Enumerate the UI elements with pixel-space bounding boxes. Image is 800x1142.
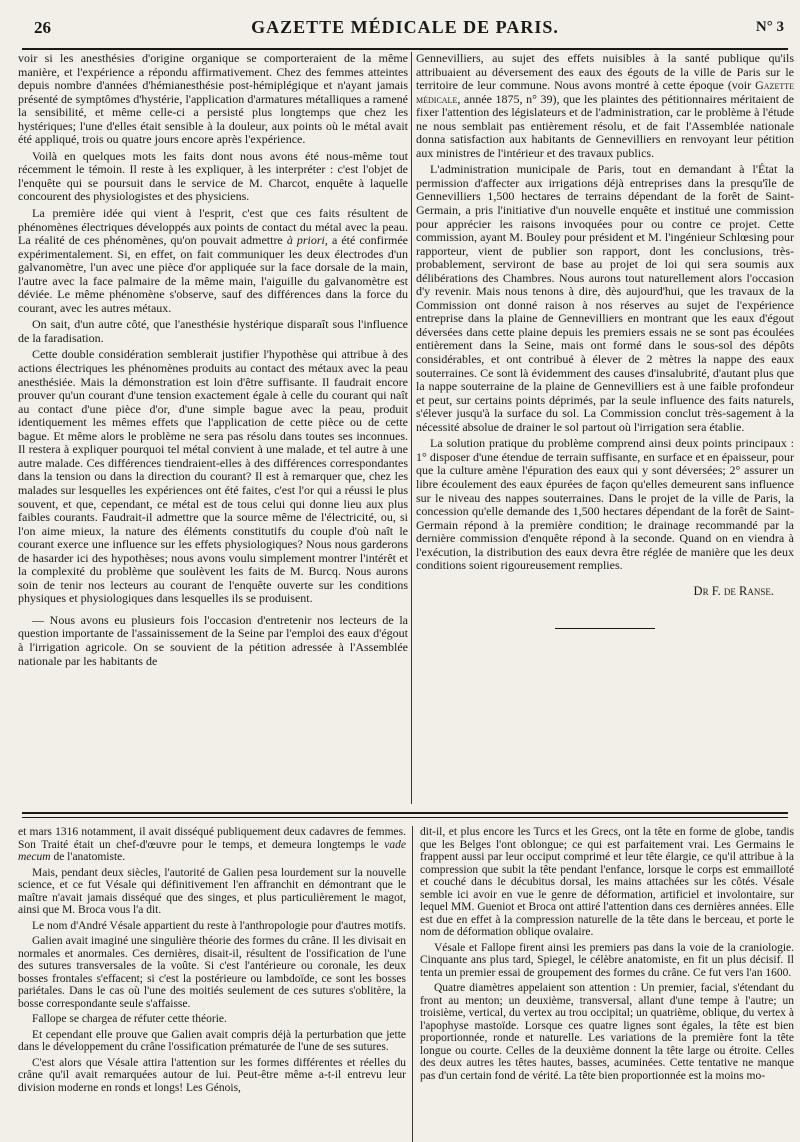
paragraph [18,826,406,864]
paragraph: voir si les anesthésies d'origine organique se comporteraient de la même manière, et l'expérience a répondu affirmativement. Chez des femmes atteintes depuis nombre d'années d'hémianesthésie post-hémiplégique et n'ayant jamais présenté de symptômes d'hystérie, l'application d'armatures métalliques a ramené la sensibilité, et même celle-ci a persisté plus longtemps que chez les hystériques; l'une d'elles était sensible à la douleur, aux points où le métal avait été appliqué, trois ou quatre jours encore après l'expérience. [18,52,408,147]
feuilleton-divider [22,812,788,818]
text-run: de l'anatomiste. [50,851,126,863]
text-run: , a été confirmée expérimentalement. Si, en effet, on fait communiquer les deux électrodes d'un galvanomètre, l'un avec une pièce d'or appliquée sur la face dorsale de la main, l'autre avec la face palmaire de la même main, l'aiguille du galvanomètre est déviée. Le même phénomène s'observe, sauf des différences dans la force du courant, avec les autres métaux. [18,233,408,315]
paragraph [416,52,794,160]
text-run: Gennevilliers, au sujet des effets nuisibles à la santé publique qu'ils attribuaient au déversement des eaux des égouts de la ville de Paris sur le territoire de leur commune. Nous avons montré à cette époque (voir [416,52,794,93]
author-signature: Dr F. de Ranse. [693,583,774,598]
paragraph: Fallope se chargea de réfuter cette théorie. [32,1013,227,1025]
paragraph: Et cependant elle prouve que Galien avait compris déjà la perturbation que jette dans le développement du crâne l'ossification prématurée de l'une de ses sutures. [18,1028,406,1053]
emphasis: vade mecum [18,838,406,863]
journal-reference: Gazette médicale [416,78,794,106]
page-header [22,14,788,50]
paragraph: Quatre diamètres appelaient son attention : Un premier, facial, s'étendant du front au menton; un deuxième, transversal, allant d'une tempe à l'autre; un troisième, vertical, du vertex au trou occipital; un quatrième, oblique, du vertex à l'apophyse mastoïde. Lorsque ces quatre lignes sont égales, la tête est bien proportionnée, ronde et naturelle. Les variations de la première font la tête longue ou courte. Celles de la deuxième donnent la tête large ou étroite. Celles des deux autres les têtes hautes, basses, acuminées. Cette tentative ne manque pas d'un certain fond de vérité. La tête bien proportionnée est la moins mo- [420,982,794,1082]
text-run: La première idée qui vient à l'esprit, c'est que ces faits résultent de phénomènes électriques développés aux points de contact du métal avec la peau. La réalité de ces phénomènes, qu'on pouvait admettre [18,206,408,248]
paragraph: Galien avait imaginé une singulière théorie des formes du crâne. Il les divisait en normales et anormales. Ces dernières, disait-il, résultent de l'ossification de l'une des sutures transversales de la voûte. Si c'est l'antérieure ou coronale, les deux bosses frontales s'effacent; si c'est la postérieure ou lambdoïde, ce sont les bosses pariétales. Dans le cas où l'une des moitiés seulement de ces sutures s'oblitère, la bosse correspondante seule s'affaisse. [18,935,406,1010]
emphasis: à priori [286,233,325,248]
paragraph: L'administration municipale de Paris, tout en demandant à l'État la permission d'affecter aux irrigations déjà entreprises dans la presqu'île de Gennevilliers 1,500 hectares de terrains dépendant de la forêt de Saint-Germain, a pris l'initiative d'un nouvelle enquête et institué une commission pour apprécier les raisons invoquées pour ou contre ce projet. Cette commission, ayant M. Bouley pour président et M. l'ingénieur Schlœsing pour rapporteur, vient de publier son rapport, dont les conclusions, très-probablement, serviront de base au projet de loi qui sera soumis aux délibérations des Chambres. Nous aurons tout naturellement alors l'occasion d'y revenir. Mais nous tenons à dire, dès aujourd'hui, que les travaux de la Commission ont donné raison à nos réserves au sujet de l'expérience entreprise dans la plaine de Gennevilliers en montrant que les eaux d'égout déversées dans cette plaine depuis les premiers essais ne se sont pas écoulées entièrement dans la Seine, mais ont formé dans le sous-sol des dépôts considérables, et ont contribué à élever de 2 mètres la nappe des eaux souterraines. Ce sont là évidemment des causes d'insalubrité, d'autant plus que la nappe souterraine de la plaine de Gennevilliers est à une faible profondeur et peut, sur certains points déprimés, par la seule influence des faits naturels, s'élever jusqu'à la surface du sol. La Commission conclut très-sagement à la nécessité absolue de drainer le sol partout où l'irrigation sera établie. [416,162,794,434]
paragraph: C'est alors que Vésale attira l'attention sur les formes différentes et réelles du crâne qu'il avait remarquées autour de lui. Peut-être même a-t-il entrevu leur division moderne en ronds et longs! Les Génois, [18,1056,406,1094]
paragraph [18,207,408,315]
paragraph: — Nous avons eu plusieurs fois l'occasion d'entretenir nos lecteurs de la question importante de l'assainissement de la Seine par l'emploi des eaux d'égout à l'irrigation agricole. On se souvient de la pétition adressée à l'Assemblée nationale par les habitants de [18,612,408,668]
issue-number: N° 3 [755,19,784,35]
paragraph: On sait, d'un autre côté, que l'anesthésie hystérique disparaît sous l'influence de la faradisation. [18,317,408,345]
paragraph: Cette double considération semblerait justifier l'hypothèse qui attribue à des actions électriques les phénomènes produits au contact des métaux avec la peau anesthésiée. Mais la démonstration est loin d'être suffisante. Il faudrait encore prouver qu'un courant d'une tension exactement égale à celle du courant qui naît au contact d'une pièce d'or, d'une simple bague avec la peau, produit identiquement les mêmes effets que l'application de cette pièce ou de cette bague. Et même alors le problème ne sera pas résolu dans toutes ses inconnues. Il restera à expliquer pourquoi tel métal convient à une malade, et tel autre à une autre malade. Ces différences tiendraient-elles à des différences correspondantes dans la tension ou dans la direction du courant? Il est à remarquer que, chez les malades sur lesquelles les expériences ont été faites, c'est l'or qui a réussi le plus souvent, et que, cependant, ce métal est de tous celui qui donne lieu aux plus faibles courants. Faudrait-il admettre que la source même de l'électricité, ou, si l'on aime mieux, la nature des éléments constitutifs du couple d'où naît le courant exerce une influence sur les effets physiologiques? Nous nous garderons de hasarder ici des hypothèses; nous avons voulu simplement montrer l'intérêt et la complexité du problème que soulèvent les faits de M. Burcq. Nous aurons soin de tenir nos lecteurs au courant de l'enquête ouverte sur les conditions physiques et physiologiques dans lesquelles ils se produisent. [18,347,408,606]
feuilleton-column-right [420,826,794,1142]
paragraph: Vésale et Fallope firent ainsi les premiers pas dans la voie de la craniologie. Cinquante ans plus tard, Spiegel, le célèbre anatomiste, en fit un plus décisif. Il tenta un premier essai de groupement des formes du crâne. Ce fut vers l'an 1600. [420,941,794,979]
article-column-left [18,52,408,804]
journal-title: GAZETTE MÉDICALE DE PARIS. [251,17,559,37]
text-run: , année 1875, n° 39), que les plaintes des pétitionnaires méritaient de fixer l'attention des législateurs et de l'administration, car le problème à l'étude ne nous semblait pas entièrement résolu, et de fait l'Assemblée nationale donna satisfaction aux habitants de Gennevilliers en renvoyant leur pétition aux ministres de l'intérieur et des travaux publics. [416,91,794,160]
feuilleton-column-left [18,826,406,1142]
paragraph: Voilà en quelques mots les faits dont nous avons été nous-même tout récemment le témoin. Il reste à les expliquer, à les interpréter : c'est l'objet de l'enquête qui se poursuit dans le service de M. Charcot, enquête à laquelle concourent des physiologistes et des physiciens. [18,148,408,204]
column-divider-top [411,52,412,804]
paragraph: Mais, pendant deux siècles, l'autorité de Galien pesa lourdement sur la nouvelle science, et ce fut Vésale qui définitivement l'en affranchit en démontrant que le maître n'avait jamais disséqué que des singes, et plus particulièrement le magot, ainsi que M. Broca vous l'a dit. [18,866,406,916]
page-number: 26 [34,18,51,37]
paragraph: La solution pratique du problème comprend ainsi deux points principaux : 1° disposer d'une étendue de terrain suffisante, en surface et en épaisseur, pour que la culture amène l'épuration des eaux qui y sont déversées; 2° assurer un libre écoulement des eaux épurées de façon qu'elles demeurent sans influence sur le niveau des nappes souterraines. Dans le projet de la ville de Paris, la concession qu'elle demande des 1,500 hectares dépendant de la forêt de Saint-Germain répond à la première condition; le drainage recommandé par la dernière commission d'enquête répond à la seconde. Quand on en viendra à l'exécution, la distribution des eaux devra être réglée de manière que les deux conditions soient rigoureusement remplies. [416,436,794,573]
paragraph: dit-il, et plus encore les Turcs et les Grecs, ont la tête en forme de globe, tandis que les Belges l'ont oblongue; ce qui est parfaitement vrai. Les Germains le frappent aussi par leur occiput comprimé et leur tête élargie, ce qu'il attribue à la compression que subit la tête pendant l'enfance, lorsque le corps est emmailloté et couché dans le décubitus dorsal, les mains attachées sur les côtés. Vésale semble ici avoir en vue le genre de déformation, artificiel et involontaire, sur lequel MM. Gueniot et Broca ont attiré l'attention dans ces dernières années. Elle est due en effet à la compression naturelle de la tête dans le berceau, et porte le nom de déformation oblique ovalaire. [420,826,794,938]
paragraph: Le nom d'André Vésale appartient du reste à l'anthropologie pour d'autres motifs. [32,919,406,932]
article-column-right [416,52,794,812]
end-rule [555,628,655,629]
text-run: et mars 1316 notamment, il avait disséqué publiquement deux cadavres de femmes. Son Traité était un chef-d'œuvre pour le temps, et demeura longtemps le [18,826,406,851]
column-divider-bottom [412,826,413,1142]
